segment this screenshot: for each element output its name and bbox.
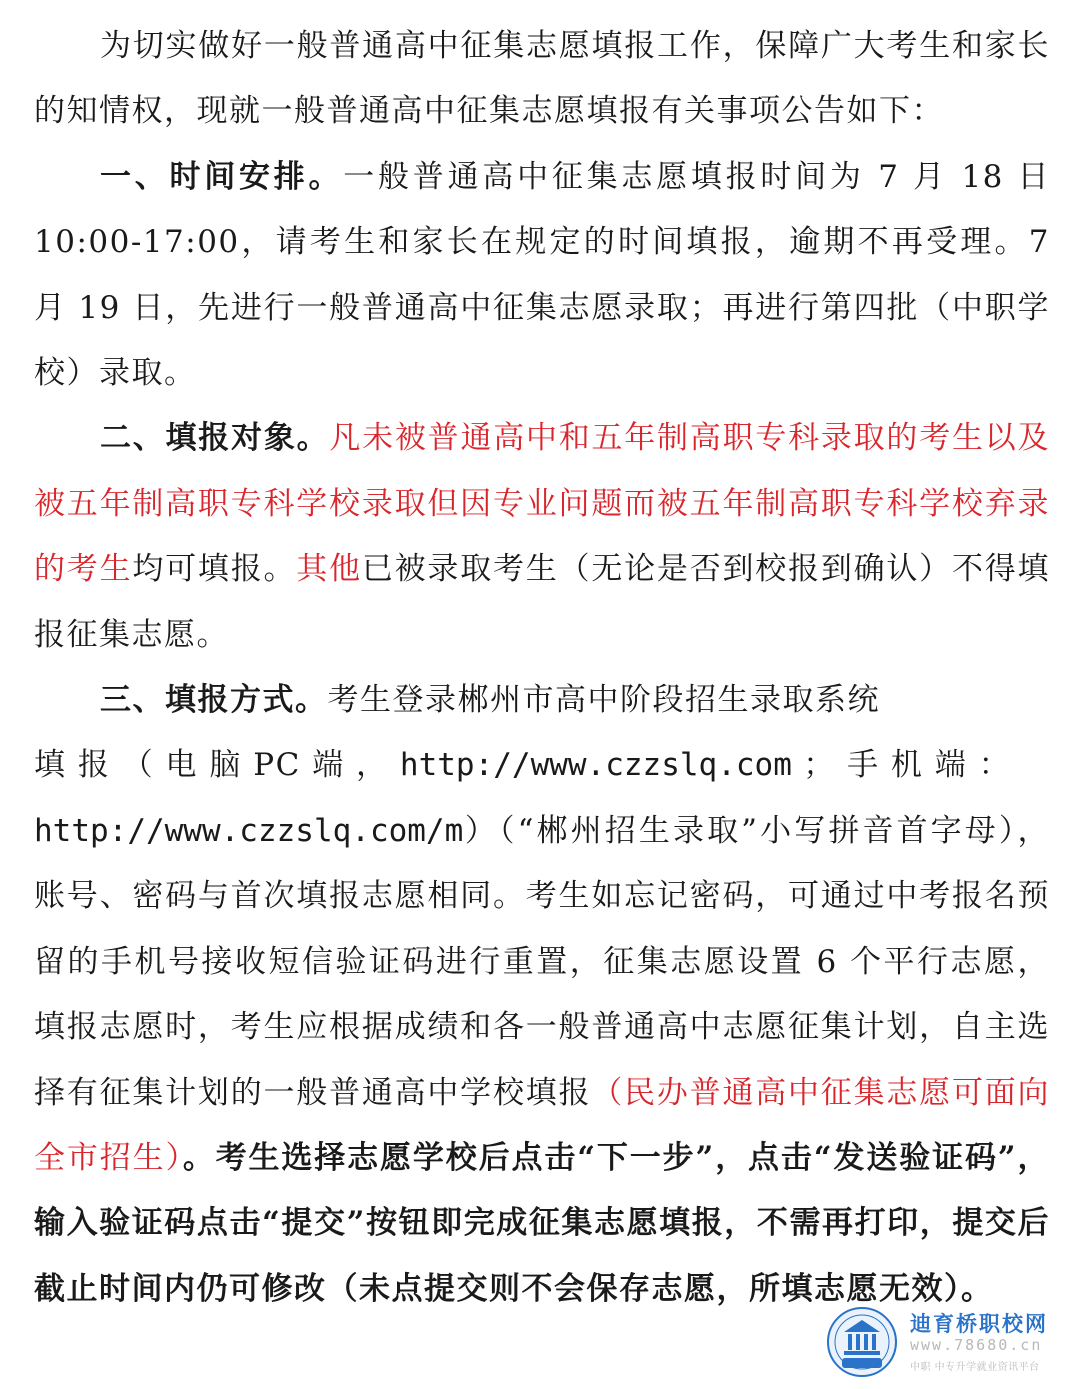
- intro-paragraph: 为切实做好一般普通高中征集志愿填报工作，保障广大考生和家长的知情权，现就一般普通高中征集志愿填报有关事项公告如下：: [34, 28, 1050, 130]
- section-method-steps: 。考生选择志愿学校后点击“下一步”，点击“发送验证码”，输入验证码点击“提交”按钮即完成征集志愿填报，不需再打印，提交后截止时间内仍可修改（未点提交则不会保存志愿，所填志愿无效）。: [34, 1139, 1050, 1307]
- section-target-eligible: 凡未被普通高中和五年制高职专科录取的考生以及被五年制高职专科学校录取但因专业问题而被五年制高职专科学校弃录的考生: [34, 420, 1050, 588]
- section-target-text-a: 均可填报。: [132, 551, 297, 588]
- section-method-private-note: （民办普通高中征集志愿可面向全市招生）: [34, 1074, 1051, 1176]
- watermark-title: 迪育桥职校网: [910, 1312, 1048, 1336]
- section-time-body: 一般普通高中征集志愿填报时间为 7 月 18 日 10:00-17:00，请考生和家长在规定的时间填报，逾期不再受理。7 月 19 日，先进行一般普通高中征集志愿录取；再进行第四批（中职学校）录取。: [34, 158, 1050, 392]
- section-method-body: [34, 799, 1050, 1322]
- section-method-line1: [34, 668, 1050, 733]
- section-method-heading: 三、填报方式。: [100, 682, 328, 719]
- section-target-heading: 二、填报对象。: [100, 420, 330, 457]
- school-logo-icon: [826, 1306, 898, 1378]
- section-target-others: 其他: [296, 551, 362, 588]
- site-watermark: [826, 1306, 1076, 1384]
- section-method-pc-label: 填 报 （ 电 脑 PC 端 ，: [34, 747, 389, 784]
- section-target-text-b: 已被录取考生（无论是否到校报到确认）不得填报征集志愿。: [34, 551, 1051, 653]
- section-method-intro: 考生登录郴州市高中阶段招生录取系统: [327, 682, 880, 719]
- url-mobile-link[interactable]: http://www.czzslq.com/m: [34, 812, 464, 849]
- notice-document: [34, 14, 1050, 1322]
- section-time-paragraph: [34, 145, 1050, 407]
- section-method-line2: [34, 733, 1050, 798]
- section-method-mobile-label: ； 手 机 端 ：: [803, 747, 1012, 784]
- url-pc-link[interactable]: http://www.czzslq.com: [399, 747, 792, 784]
- section-target-paragraph: [34, 406, 1050, 668]
- section-method-details: ）（“郴州招生录取”小写拼音首字母），账号、密码与首次填报志愿相同。考生如忘记密码，可通过中考报名预留的手机号接收短信验证码进行重置，征集志愿设置 6 个平行志愿，填报志愿时，考生应根据成绩和各一般普通高中志愿征集计划，自主选择有征集计划的一般普通高中学校填报: [34, 812, 1050, 1111]
- section-time-heading: 一、时间安排。: [100, 158, 344, 195]
- watermark-url[interactable]: www.78680.cn: [910, 1336, 1043, 1354]
- watermark-tagline: 中职 中专升学就业资讯平台: [910, 1362, 1040, 1373]
